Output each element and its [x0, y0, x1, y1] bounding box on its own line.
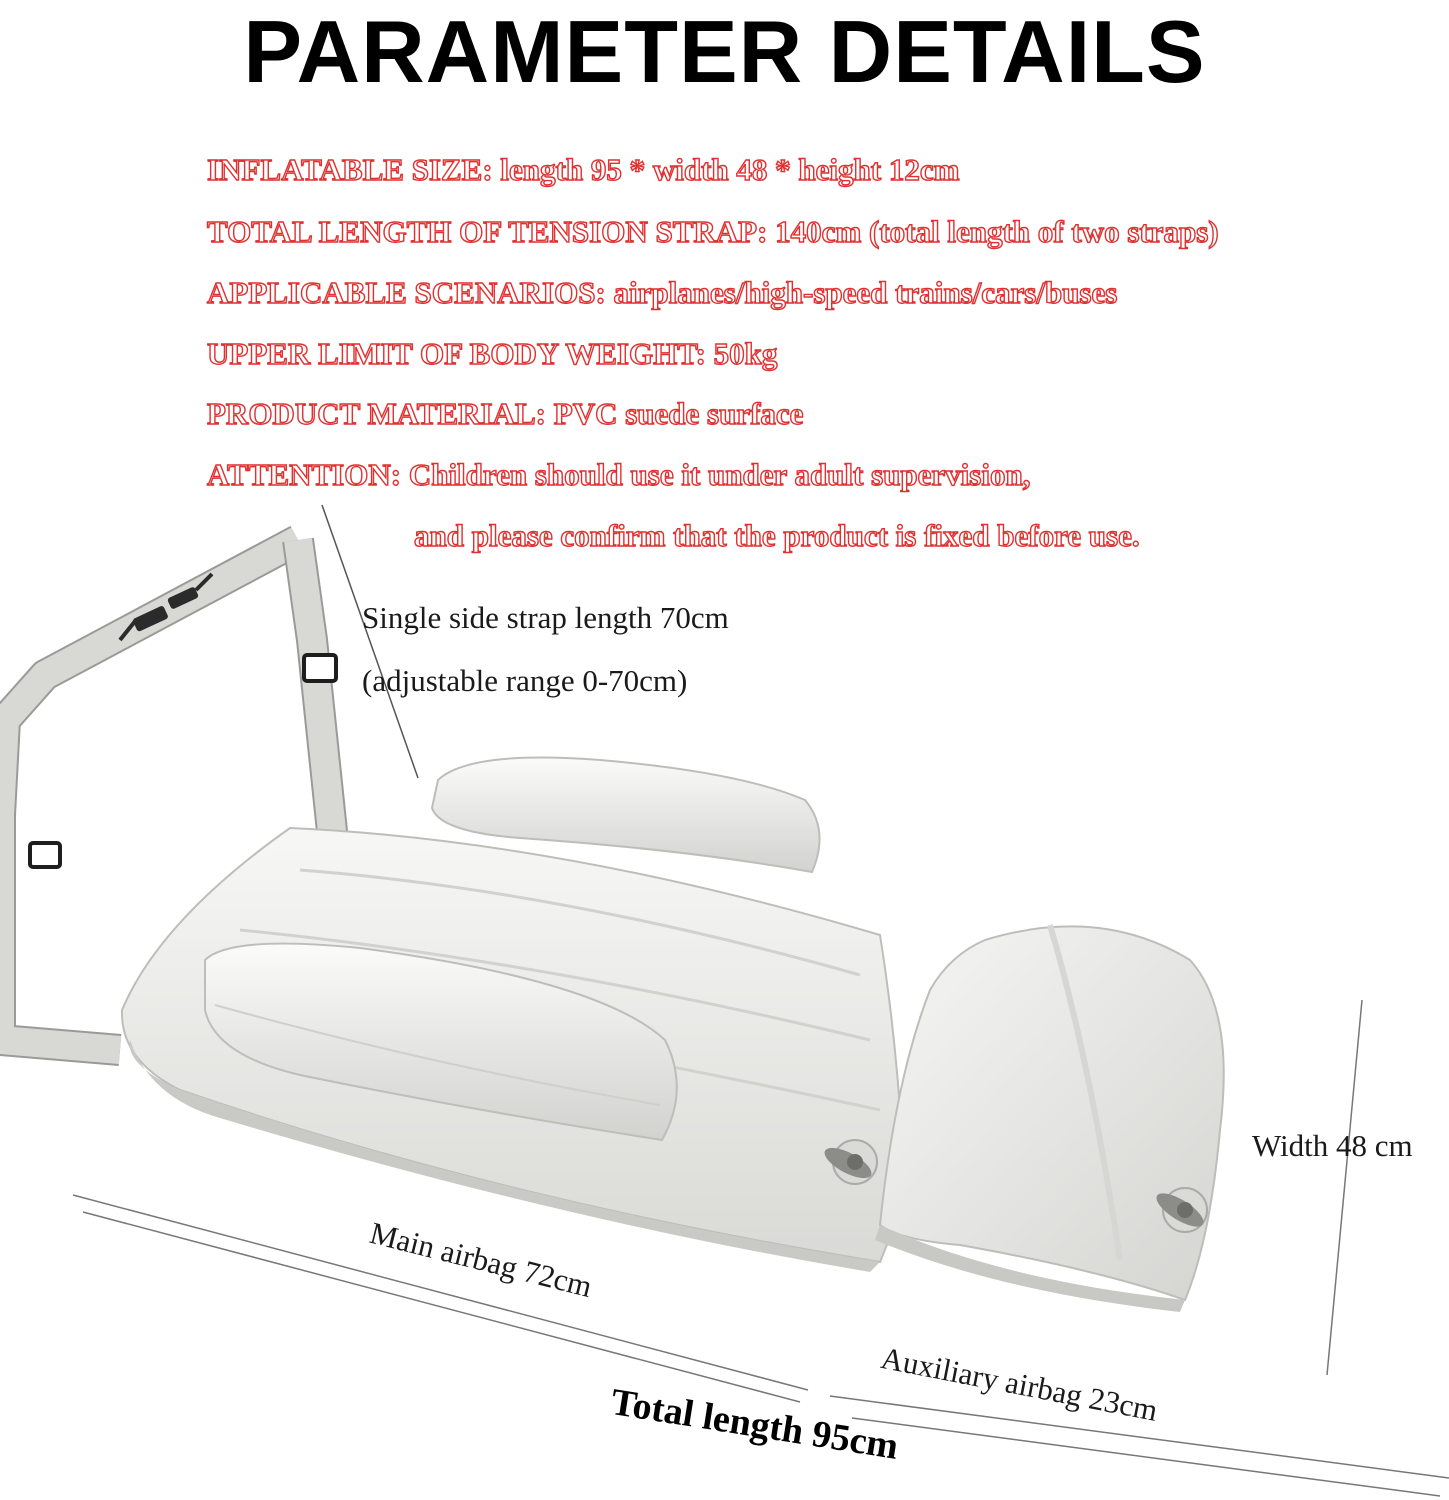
main-airbag	[122, 758, 905, 1273]
spec-material: PRODUCT MATERIAL: PVC suede surface	[207, 396, 804, 431]
spec-scenarios: APPLICABLE SCENARIOS: airplanes/high-speed trains/cars/buses	[207, 275, 1118, 310]
spec-strap-length: TOTAL LENGTH OF TENSION STRAP: 140cm (total length of two straps)	[207, 214, 1219, 249]
strap-range-label: (adjustable range 0-70cm)	[362, 663, 688, 698]
total-length-label: Total length 95cm	[608, 1380, 902, 1468]
strap-adjuster-right	[304, 655, 336, 681]
auxiliary-airbag	[875, 925, 1224, 1312]
spec-attention-continued: and please confirm that the product is fixed before use.	[414, 518, 1140, 553]
aux-airbag-label: Auxiliary airbag 23cm	[878, 1340, 1161, 1428]
page-title: PARAMETER DETAILS	[243, 2, 1206, 101]
width-dimension-line	[1327, 1000, 1362, 1375]
total-length-dimension-line-right	[852, 1418, 1440, 1496]
spec-weight-limit: UPPER LIMIT OF BODY WEIGHT: 50kg	[207, 336, 778, 371]
spec-attention: ATTENTION: Children should use it under adult supervision,	[207, 457, 1031, 492]
main-airbag-label: Main airbag 72cm	[366, 1215, 596, 1304]
strap-adjuster-left	[30, 843, 60, 867]
spec-inflatable-size: INFLATABLE SIZE: length 95 * width 48 * height 12cm	[207, 152, 960, 187]
width-label: Width 48 cm	[1252, 1128, 1413, 1163]
strap-length-label: Single side strap length 70cm	[362, 600, 729, 635]
